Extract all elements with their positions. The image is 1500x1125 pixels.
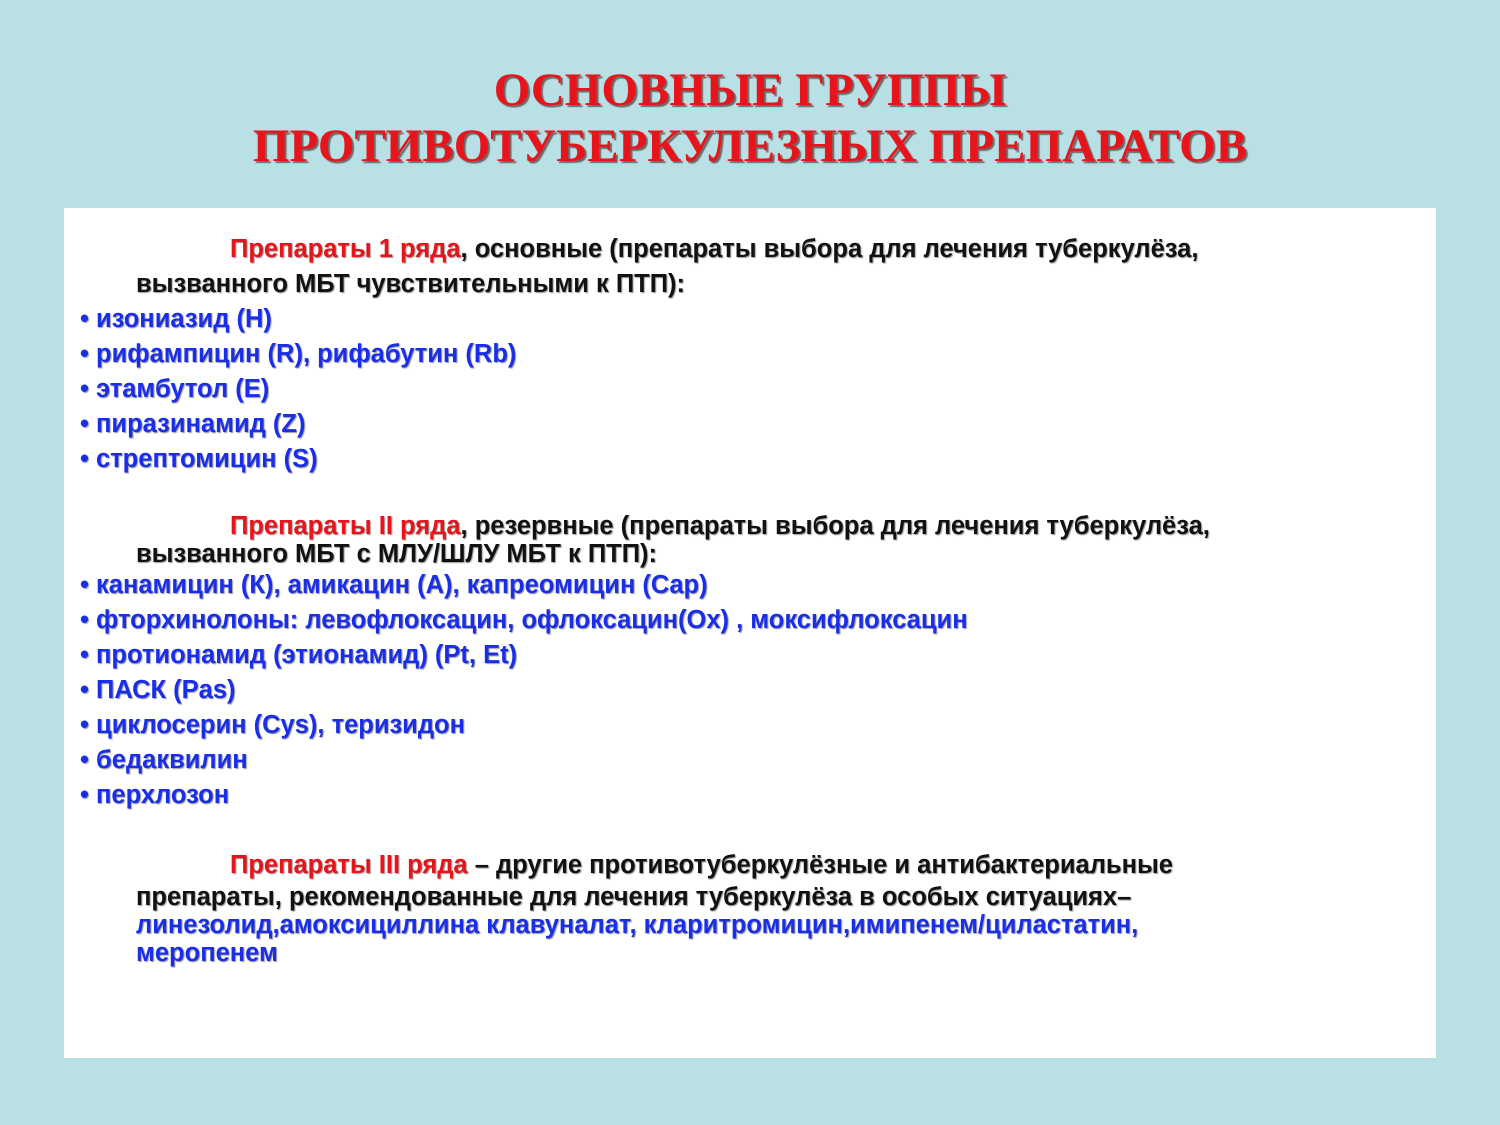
group2-desc-line2: вызванного МБТ с МЛУ/ШЛУ МБТ к ПТП):	[136, 540, 658, 568]
group2-desc-line1: , резервные (препараты выбора для лечения туберкулёза,	[460, 512, 1210, 540]
group2-item-pask: • ПАСК (Pas)	[80, 676, 236, 704]
group3-body	[80, 883, 1430, 967]
group3-desc-line2: препараты, рекомендованные для лечения туберкулёза в особых ситуациях–	[136, 883, 1132, 911]
group1-item-isoniazid: • изониазид (H)	[80, 305, 272, 333]
slide-title	[0, 62, 1500, 174]
content-body	[80, 232, 1430, 967]
slide-title-line1: ОСНОВНЫЕ ГРУППЫ	[493, 64, 1007, 116]
group1-label: Препараты 1 ряда	[230, 235, 461, 263]
group3-desc-line1: – другие противотуберкулёзные и антибактериальные	[467, 851, 1173, 879]
group2-heading	[80, 512, 1430, 568]
group2-item-fluoroquinolones: • фторхинолоны: левофлоксацин, офлоксацин(Ox) , моксифлоксацин	[80, 606, 968, 634]
group1-heading	[80, 232, 1430, 302]
group3-heading	[80, 848, 1430, 883]
group2-label: Препараты II ряда	[230, 512, 461, 540]
group1-desc-line2: вызванного МБТ чувствительными к ПТП):	[136, 270, 686, 298]
group3-drugs-line2: меропенем	[136, 939, 278, 967]
group1-item-streptomycin: • стрептомицин (S)	[80, 445, 318, 473]
group1-item-rifampicin: • рифампицин (R), рифабутин (Rb)	[80, 340, 517, 368]
group3-label: Препараты III ряда	[230, 851, 468, 879]
group2-item-bedaquiline: • бедаквилин	[80, 746, 248, 774]
group3-drugs-line1: линезолид,амоксициллина клавуналат, кларитромицин,имипенем/циластатин,	[136, 911, 1139, 939]
group2-item-cycloserine: • циклосерин (Cys), теризидон	[80, 711, 466, 739]
group2-item-kanamycin: • канамицин (К), амикацин (А), капреомицин (Cap)	[80, 571, 708, 599]
group2-item-perchlozone: • перхлозон	[80, 781, 230, 809]
group1-desc-line1: , основные (препараты выбора для лечения туберкулёза,	[460, 235, 1199, 263]
group1-item-ethambutol: • этамбутол (E)	[80, 375, 270, 403]
slide-title-line2: ПРОТИВОТУБЕРКУЛЕЗНЫХ ПРЕПАРАТОВ	[252, 120, 1248, 172]
group1-item-pyrazinamide: • пиразинамид (Z)	[80, 410, 306, 438]
group2-item-prothionamide: • протионамид (этионамид) (Pt, Et)	[80, 641, 518, 669]
